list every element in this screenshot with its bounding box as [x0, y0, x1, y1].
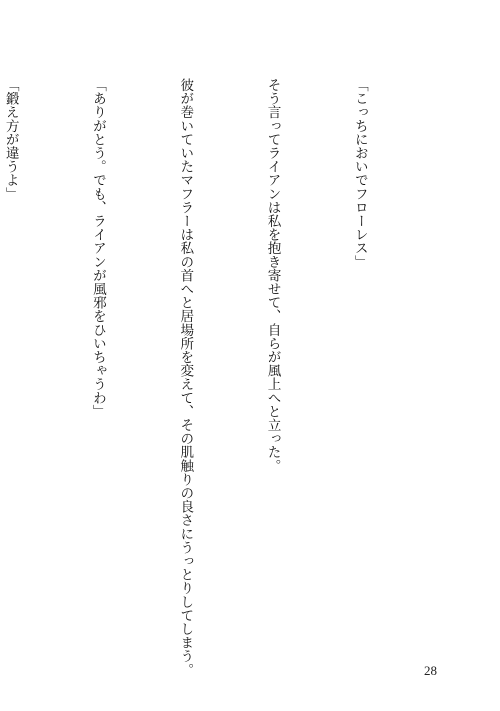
- text-line-5: 「鍛え方が違うよ」: [2, 78, 19, 201]
- text-line-3: 彼が巻いていたマフラーは私の首へと居場所を変えて、その肌触りの良さにうっとりしてしまう。: [177, 78, 194, 677]
- text-line-4: 「ありがとう。でも、ライアンが風邪をひいちゃうわ」: [89, 78, 106, 418]
- text-line-1: 「こっちにおいでフローレス」: [351, 78, 368, 269]
- text-line-2: そう言ってライアンは私を抱き寄せて、自らが風上へと立った。: [264, 78, 281, 473]
- page-number: 28: [424, 663, 437, 678]
